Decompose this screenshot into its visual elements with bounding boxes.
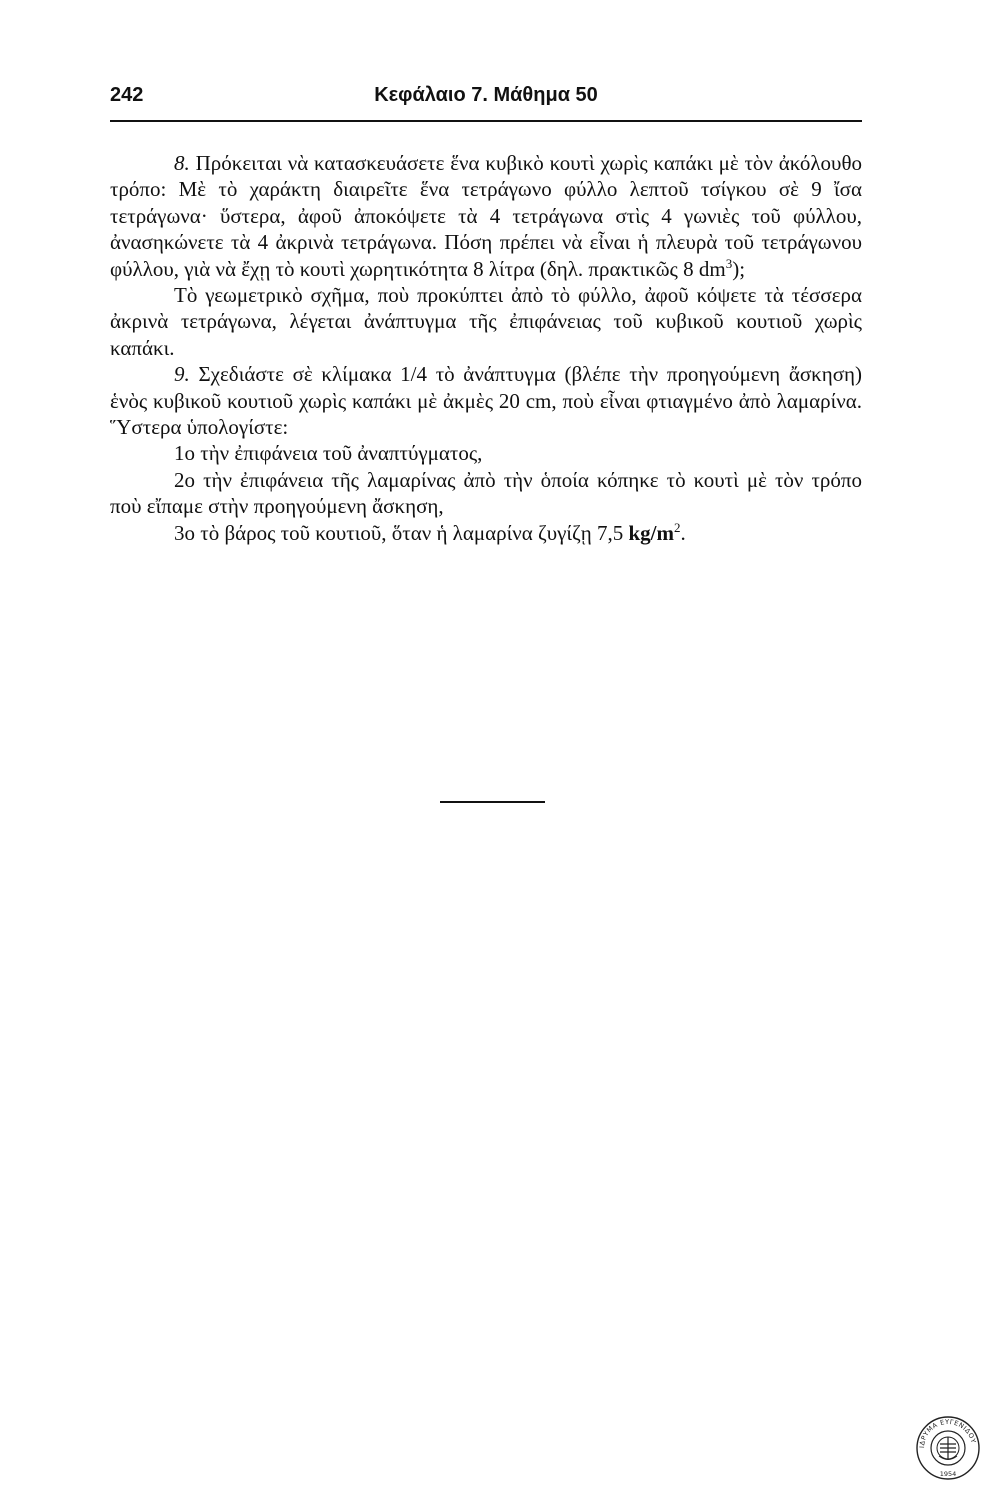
exercise-9-number: 9.: [174, 362, 190, 387]
exercise-8-number: 8.: [174, 151, 190, 175]
exercise-8: [110, 150, 862, 282]
exercise-9-item-3-end: .: [680, 520, 686, 545]
exercise-8-continuation: Τὸ γεωμετρικὸ σχῆμα, ποὺ προκύπτει ἀπὸ τὸ φύλλο, ἀφοῦ κόψετε τὰ τέσσερα ἀκρινὰ τετράγωνα, λέγεται ἀνάπτυγμα τῆς ἐπιφάνειας τοῦ κυβικοῦ κουτιοῦ χωρὶς καπάκι.: [110, 283, 862, 360]
exercise-9-item-3: [110, 520, 862, 546]
exercise-8-exponent: 3: [725, 255, 733, 271]
page-header: [110, 84, 862, 118]
header-rule: [110, 120, 862, 122]
unit-exponent: 2: [673, 519, 681, 535]
end-of-lesson-rule: [440, 801, 545, 803]
exercise-9-item-3-text: 3ο τὸ βάρος τοῦ κουτιοῦ, ὅταν ἡ λαμαρίνα ζυγίζῃ 7,5: [174, 520, 629, 545]
seal-arc-text: ΙΔΡΥΜΑ ΕΥΓΕΝΙΔΟΥ: [917, 1417, 978, 1449]
exercise-8-text: Πρόκειται νὰ κατασκευάσετε ἕνα κυβικὸ κουτὶ χωρὶς καπάκι μὲ τὸν ἀκόλουθο τρόπο: Μὲ τὸ χαράκτη διαιρεῖτε ἕνα τετράγωνο φύλλο λεπτοῦ τσίγκου σὲ 9 ἴσα τετράγωνα· ὕστερα, ἀφοῦ ἀποκόψετε τὰ 4 τετράγωνα στὶς 4 γωνιὲς τοῦ φύλλου, ἀνασηκώνετε τὰ 4 ἀκρινὰ τετράγωνα. Πόση πρέπει νὰ εἶναι ἡ πλευρὰ τοῦ τετράγωνου φύλλου, γιὰ νὰ ἔχῃ τὸ κουτὶ χωρητικότητα 8 λίτρα (δηλ. πρακτικῶς 8 dm: [110, 151, 863, 281]
unit-kg-per-m: kg/m: [628, 520, 674, 545]
foundation-seal-icon: [914, 1414, 982, 1482]
exercise-9-intro: Σχεδιάστε σὲ κλίμακα 1/4 τὸ ἀνάπτυγμα (βλέπε τὴν προηγούμενη ἄσκηση) ἑνὸς κυβικοῦ κουτιοῦ χωρὶς καπάκι μὲ ἀκμὲς 20 cm, ποὺ εἶναι φτιαγμένο ἀπὸ λαμαρίνα. Ὕστερα ὑπολογίστε:: [110, 362, 863, 440]
exercise-9-item-1: 1ο τὴν ἐπιφάνεια τοῦ ἀναπτύγματος,: [174, 441, 483, 466]
body-text: [110, 150, 862, 546]
seal-year: 1954: [939, 1470, 957, 1478]
exercise-9-item-2: 2ο τὴν ἐπιφάνεια τῆς λαμαρίνας ἀπὸ τὴν ὁποία κόπηκε τὸ κουτὶ μὲ τὸν τρόπο ποὺ εἴπαμε στὴν προηγούμενη ἄσκηση,: [110, 467, 862, 519]
running-head: Κεφάλαιο 7. Μάθημα 50: [374, 84, 598, 106]
page-number: 242: [110, 84, 144, 106]
exercise-9: [110, 361, 862, 440]
exercise-8-text-end: );: [732, 256, 746, 281]
